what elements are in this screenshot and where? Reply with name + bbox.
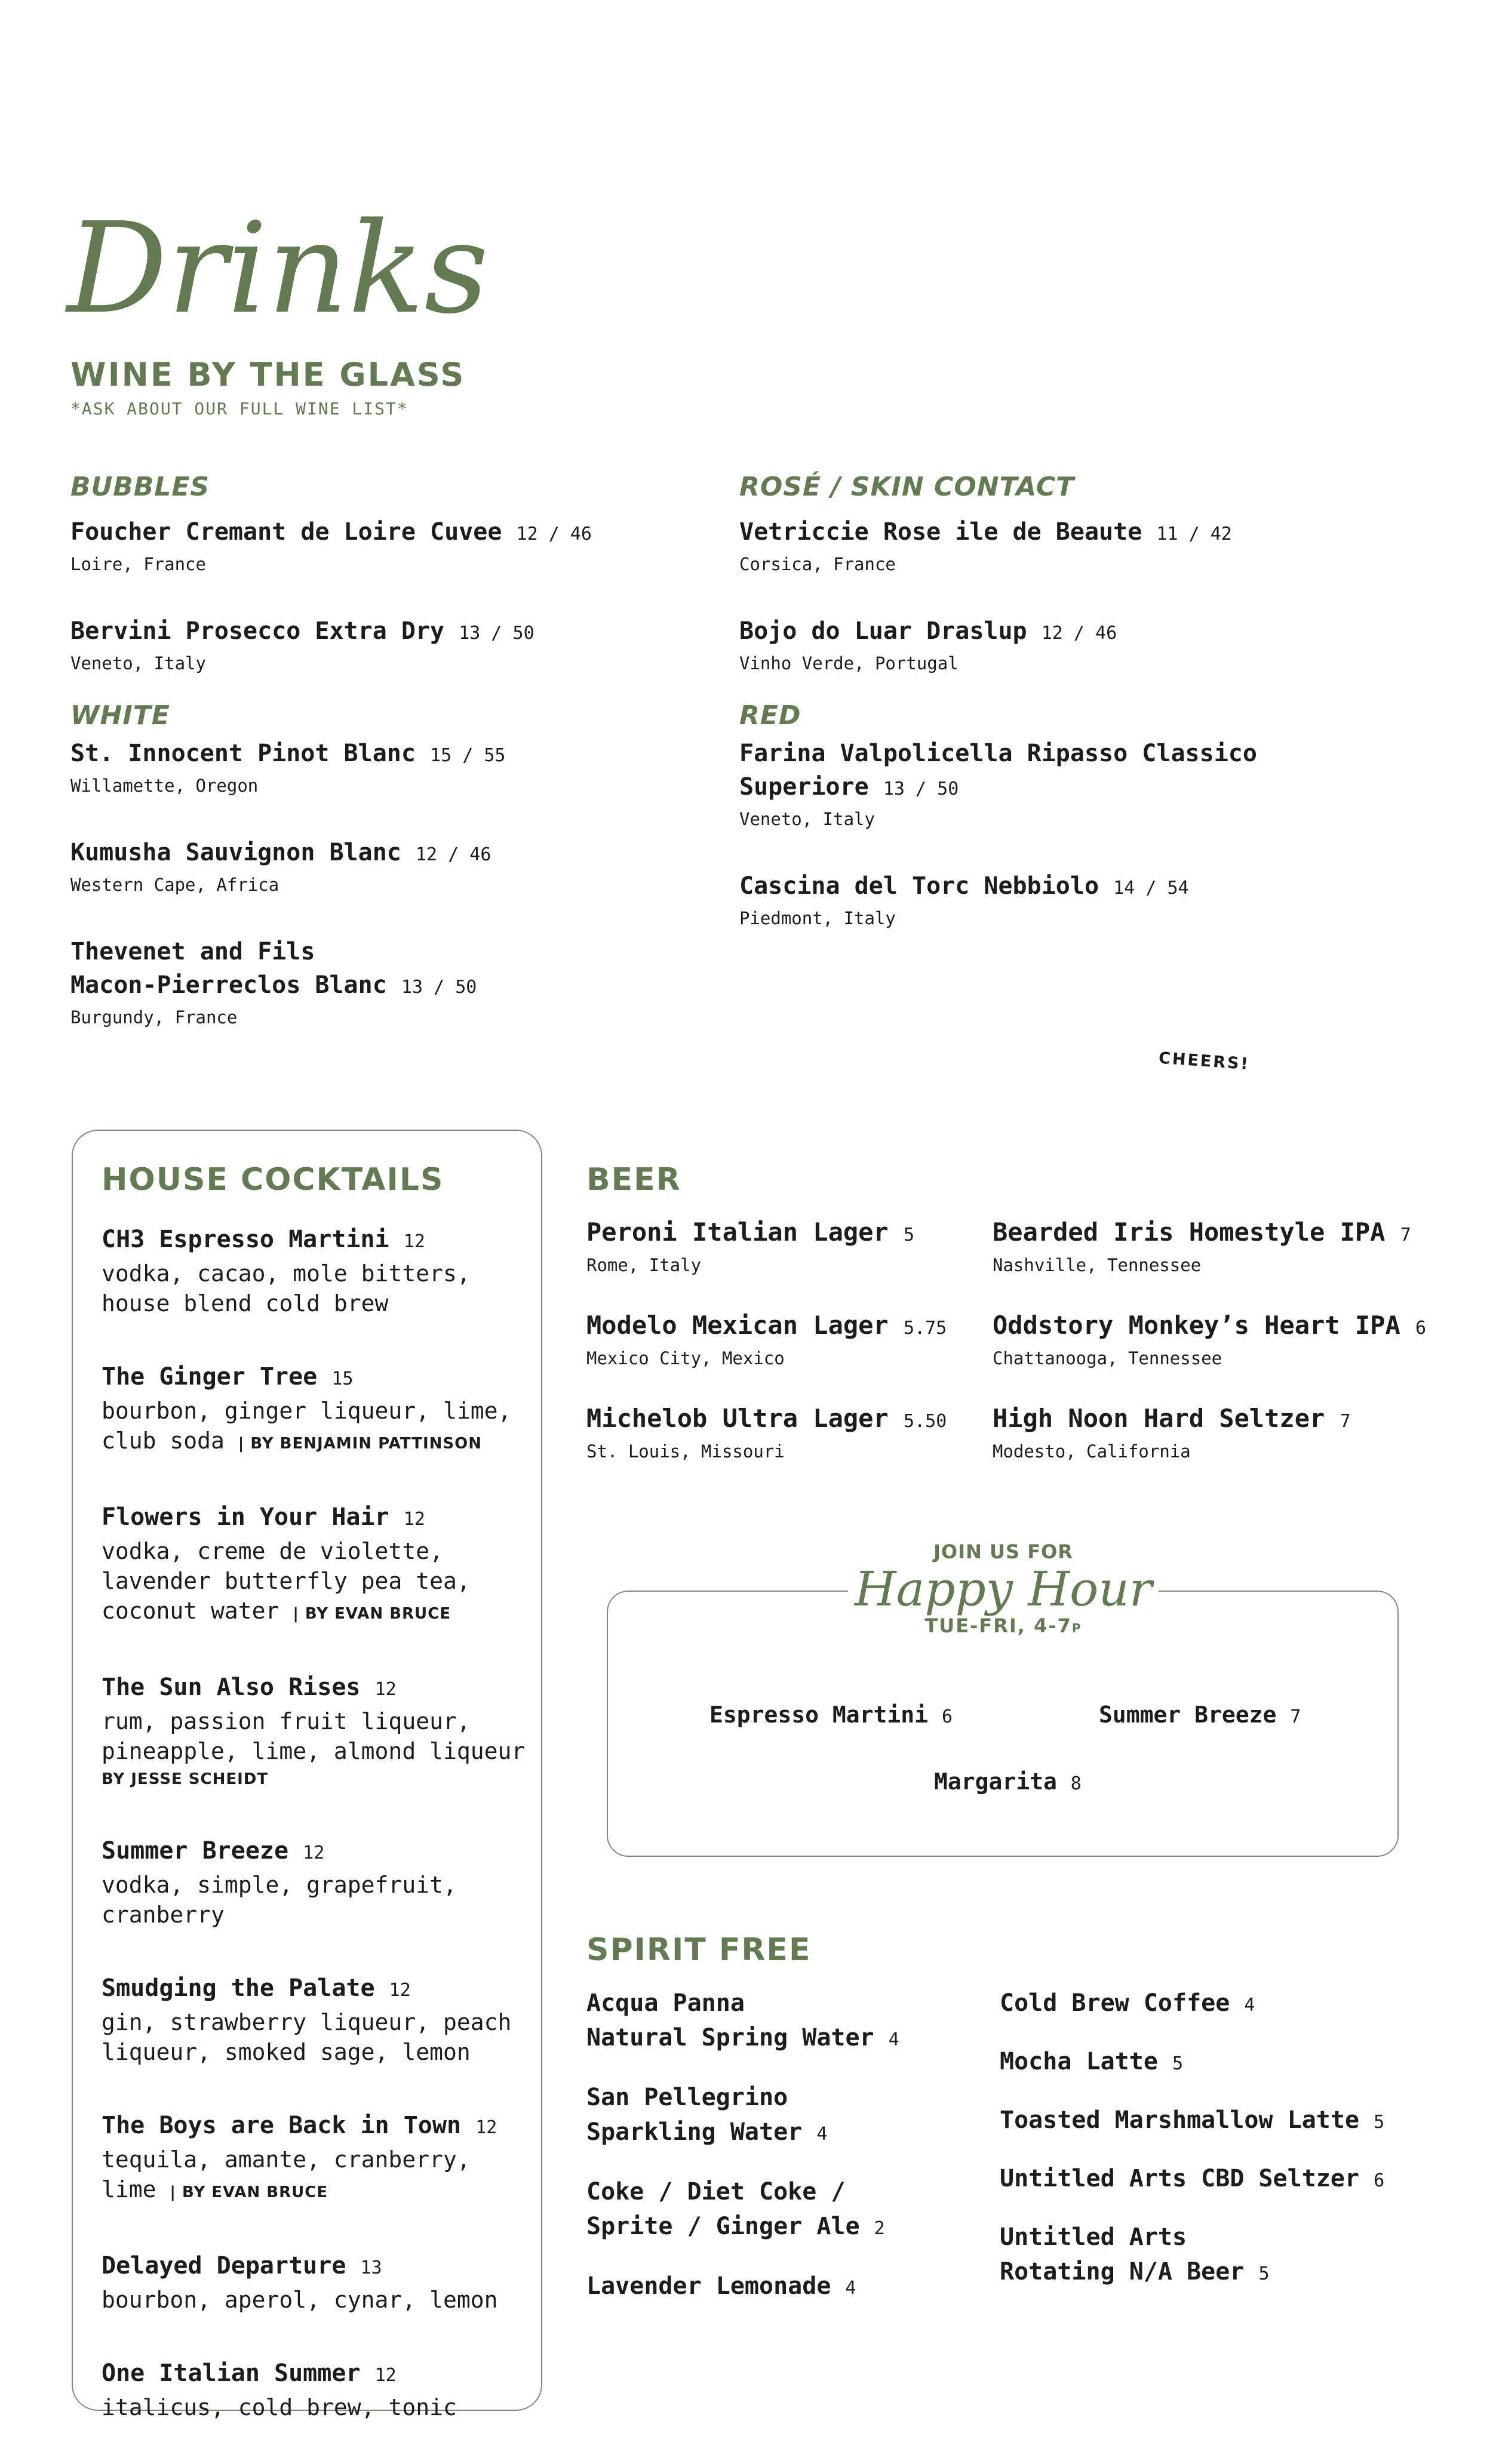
beer-item (586, 1309, 993, 1402)
wine-name: St. Innocent Pinot Blanc (70, 740, 416, 767)
cocktail-desc: pineapple, lime, almond liqueur (102, 1738, 526, 1764)
spirit-free-name: Lavender Lemonade (586, 2272, 831, 2300)
spirit-free-item (1000, 2044, 1454, 2081)
cocktail-desc: liqueur, smoked sage, lemon (102, 2039, 471, 2065)
beer-name: High Noon Hard Seltzer (993, 1404, 1325, 1433)
happy-hour-header (848, 1540, 1159, 1637)
cocktail-desc: gin, strawberry liqueur, peach (102, 2009, 512, 2035)
wine-origin: Veneto, Italy (70, 653, 206, 673)
cocktail-price: 12 (303, 1842, 325, 1863)
cocktail-item (102, 1971, 543, 2067)
beer-price: 5.75 (904, 1318, 947, 1339)
cocktail-name: Smudging the Palate (102, 1974, 375, 2002)
wine-item (70, 836, 715, 898)
white-label: WHITE (70, 700, 170, 731)
cocktail-price: 12 (374, 2365, 397, 2386)
beer-item (586, 1216, 993, 1309)
spirit-free-name: Rotating N/A Beer (1000, 2258, 1245, 2285)
beer-origin: Nashville, Tennessee (993, 1255, 1202, 1275)
cocktail-desc: coconut water (102, 1598, 279, 1624)
spirit-free-price: 2 (874, 2218, 885, 2239)
beer-origin: Rome, Italy (586, 1255, 702, 1275)
happy-hour-item-name: Margarita (934, 1768, 1057, 1795)
beer-column-left (586, 1216, 993, 1495)
beer-name: Bearded Iris Homestyle IPA (993, 1217, 1386, 1247)
beer-price: 7 (1400, 1225, 1411, 1245)
spirit-free-item (1000, 2220, 1454, 2291)
cocktail-desc: italicus, cold brew, tonic (102, 2394, 457, 2420)
page-title: Drinks (67, 195, 489, 342)
cocktail-name: The Boys are Back in Town (102, 2112, 462, 2139)
cocktail-name: Summer Breeze (102, 1837, 289, 1865)
spirit-free-item (586, 2269, 999, 2306)
wine-name: Farina Valpolicella Ripasso Classico (739, 740, 1257, 767)
cocktail-item (102, 1223, 543, 1318)
wine-name: Kumusha Sauvignon Blanc (70, 839, 401, 866)
wine-name: Vetriccie Rose ile de Beaute (739, 518, 1142, 546)
beer-name: Modelo Mexican Lager (586, 1311, 889, 1340)
cocktails-heading: HOUSE COCKTAILS (102, 1162, 444, 1198)
wine-origin: Piedmont, Italy (739, 908, 896, 928)
cocktail-desc: house blend cold brew (102, 1290, 389, 1316)
wine-item (70, 614, 715, 676)
beer-origin: Modesto, California (993, 1441, 1191, 1462)
spirit-free-price: 5 (1172, 2053, 1184, 2074)
spirit-free-item (1000, 2161, 1454, 2198)
wine-item (70, 515, 715, 577)
spirit-free-name: Natural Spring Water (586, 2024, 874, 2051)
wine-column-right (739, 472, 1426, 968)
beer-price: 5.50 (904, 1411, 947, 1432)
spirit-free-name: Toasted Marshmallow Latte (1000, 2106, 1360, 2134)
wine-price: 12 / 46 (516, 524, 592, 545)
cocktail-price: 12 (475, 2117, 497, 2138)
happy-hour-title: Happy Hour (854, 1561, 1153, 1617)
wine-origin: Willamette, Oregon (70, 776, 259, 796)
spirit-free-price: 5 (1258, 2263, 1270, 2284)
wine-price: 15 / 55 (430, 745, 506, 766)
spirit-free-name: Sparkling Water (586, 2118, 803, 2146)
wine-name: Bojo do Luar Draslup (739, 617, 1027, 645)
spirit-free-item (1000, 1986, 1454, 2023)
beer-item (993, 1402, 1446, 1495)
spirit-free-column-right (1000, 1986, 1454, 2314)
cocktail-desc: bourbon, ginger liqueur, lime, (102, 1398, 512, 1424)
wine-column-left (70, 472, 715, 1068)
wine-price: 14 / 54 (1113, 878, 1189, 899)
cocktail-desc: bourbon, aperol, cynar, lemon (102, 2287, 498, 2313)
cocktail-name: Delayed Departure (102, 2252, 346, 2280)
cocktail-item: The Ginger Tree 15 bourbon, ginger liqueur, lime, club soda | BY BENJAMIN PATTINSON (102, 1360, 543, 1459)
spirit-free-name: Sprite / Ginger Ale (586, 2213, 860, 2240)
spirit-free-name: Untitled Arts (1000, 2223, 1187, 2251)
cocktail-desc: vodka, cacao, mole bitters, (102, 1260, 471, 1287)
wine-price: 12 / 46 (1041, 623, 1117, 644)
beer-name: Michelob Ultra Lager (586, 1404, 889, 1433)
happy-hour-item (934, 1768, 1082, 1795)
wine-item (739, 614, 1426, 676)
wine-origin: Veneto, Italy (739, 809, 875, 829)
cocktail-desc: cranberry (102, 1902, 225, 1928)
wine-origin: Western Cape, Africa (70, 875, 279, 895)
wine-item (70, 935, 715, 1030)
beer-name: Oddstory Monkey’s Heart IPA (993, 1311, 1400, 1340)
happy-hour-item-price: 8 (1070, 1773, 1082, 1794)
spirit-free-price: 6 (1374, 2170, 1385, 2191)
wine-list-note: *ASK ABOUT OUR FULL WINE LIST* (70, 399, 408, 419)
beer-price: 6 (1415, 1318, 1427, 1339)
wine-name: Superiore (739, 773, 869, 801)
spirit-free-item (586, 2174, 999, 2246)
wine-name: Cascina del Torc Nebbiolo (739, 872, 1099, 900)
cocktail-price: 15 (331, 1368, 354, 1389)
spirit-free-item (1000, 2103, 1454, 2140)
cocktail-item: Flowers in Your Hair 12 vodka, creme de violette, lavender butterfly pea tea, coconut water | BY EVAN BRUCE (102, 1500, 543, 1629)
cocktail-desc: vodka, creme de violette, (102, 1538, 443, 1564)
beer-origin: Chattanooga, Tennessee (993, 1348, 1222, 1368)
happy-hour-item-name: Espresso Martini (709, 1702, 929, 1728)
wine-origin: Burgundy, France (70, 1007, 238, 1028)
wine-price: 12 / 46 (415, 844, 491, 865)
happy-hour-item-price: 6 (941, 1706, 953, 1727)
cocktail-desc: lavender butterfly pea tea, (102, 1568, 471, 1594)
bubbles-label: BUBBLES (70, 472, 210, 502)
happy-hour-days-suffix: P (1071, 1621, 1082, 1635)
cocktail-item: The Boys are Back in Town 12 tequila, amante, cranberry, lime | BY EVAN BRUCE (102, 2109, 543, 2207)
cocktail-price: 13 (360, 2257, 382, 2278)
happy-hour-join: JOIN US FOR (933, 1540, 1073, 1563)
wine-item (70, 737, 715, 799)
cocktail-price: 12 (403, 1231, 425, 1252)
cocktail-credit: BY EVAN BRUCE (182, 2183, 328, 2201)
beer-name: Peroni Italian Lager (586, 1217, 889, 1247)
spirit-free-price: 4 (888, 2029, 899, 2050)
cocktail-name: CH3 Espresso Martini (102, 1226, 389, 1253)
spirit-free-name: Mocha Latte (1000, 2048, 1158, 2075)
wine-item (739, 515, 1426, 577)
beer-column-right (993, 1216, 1446, 1495)
spirit-free-item (586, 2080, 999, 2152)
spirit-free-price: 4 (1244, 1995, 1255, 2016)
cocktail-price: 12 (389, 1980, 411, 2001)
spirit-free-name: Coke / Diet Coke / (586, 2178, 846, 2205)
cocktail-price: 12 (403, 1509, 425, 1530)
cocktail-credit: BY BENJAMIN PATTINSON (250, 1435, 482, 1453)
beer-origin: Mexico City, Mexico (586, 1348, 785, 1368)
wine-price: 13 / 50 (883, 779, 959, 799)
red-label: RED (739, 700, 801, 731)
wine-item (739, 737, 1426, 832)
wine-item (739, 869, 1426, 931)
beer-origin: St. Louis, Missouri (586, 1441, 785, 1462)
beer-price: 5 (904, 1225, 915, 1245)
cocktail-item (102, 2357, 543, 2422)
cocktail-desc: lime (102, 2176, 156, 2202)
cocktail-desc: rum, passion fruit liqueur, (102, 1708, 471, 1734)
happy-hour-item-name: Summer Breeze (1099, 1702, 1277, 1728)
cocktail-name: Flowers in Your Hair (102, 1503, 389, 1531)
beer-heading: BEER (586, 1162, 681, 1198)
cheers-label: CHEERS! (1158, 1048, 1251, 1074)
cocktail-name: The Sun Also Rises (102, 1674, 361, 1701)
happy-hour-item (709, 1702, 953, 1728)
spirit-free-price: 4 (845, 2278, 856, 2299)
cocktail-desc: tequila, amante, cranberry, (102, 2146, 471, 2173)
happy-hour-days: TUE-FRI, 4-7 (924, 1614, 1072, 1637)
cocktail-credit: BY JESSE SCHEIDT (102, 1770, 269, 1788)
spirit-free-item (586, 1986, 999, 2057)
beer-price: 7 (1340, 1411, 1351, 1432)
wine-heading: WINE BY THE GLASS (70, 356, 466, 393)
wine-price: 13 / 50 (459, 623, 534, 644)
wine-name: Thevenet and Fils (70, 938, 315, 965)
cocktail-desc: vodka, simple, grapefruit, (102, 1872, 457, 1898)
spirit-free-column-left (586, 1986, 999, 2328)
wine-origin: Loire, France (70, 554, 206, 574)
cocktail-name: One Italian Summer (102, 2360, 361, 2387)
spirit-free-name: San Pellegrino (586, 2084, 788, 2111)
wine-price: 13 / 50 (401, 977, 477, 998)
beer-item (993, 1216, 1446, 1309)
wine-origin: Corsica, France (739, 554, 896, 574)
spirit-free-heading: SPIRIT FREE (586, 1932, 812, 1968)
happy-hour-item (1099, 1702, 1301, 1728)
cocktail-item (102, 2249, 543, 2315)
house-cocktails-panel (102, 1162, 543, 2464)
rose-label: ROSÉ / SKIN CONTACT (739, 472, 1075, 502)
wine-origin: Vinho Verde, Portugal (739, 653, 959, 673)
beer-item (993, 1309, 1446, 1402)
spirit-free-name: Cold Brew Coffee (1000, 1989, 1230, 2017)
cocktail-item (102, 1834, 543, 1930)
cocktail-price: 12 (374, 1679, 397, 1700)
cocktail-desc: club soda (102, 1428, 225, 1454)
beer-item (586, 1402, 993, 1495)
spirit-free-price: 4 (816, 2124, 828, 2145)
spirit-free-name: Untitled Arts CBD Seltzer (1000, 2165, 1360, 2192)
cocktail-item (102, 1671, 543, 1792)
spirit-free-name: Acqua Panna (586, 1989, 745, 2017)
wine-name: Foucher Cremant de Loire Cuvee (70, 518, 502, 546)
cocktail-name: The Ginger Tree (102, 1363, 318, 1391)
cocktail-credit: BY EVAN BRUCE (305, 1605, 451, 1623)
happy-hour-item-price: 7 (1290, 1706, 1301, 1727)
wine-name: Macon-Pierreclos Blanc (70, 971, 387, 999)
wine-name: Bervini Prosecco Extra Dry (70, 617, 445, 645)
wine-price: 11 / 42 (1156, 524, 1232, 545)
spirit-free-price: 5 (1374, 2112, 1385, 2133)
